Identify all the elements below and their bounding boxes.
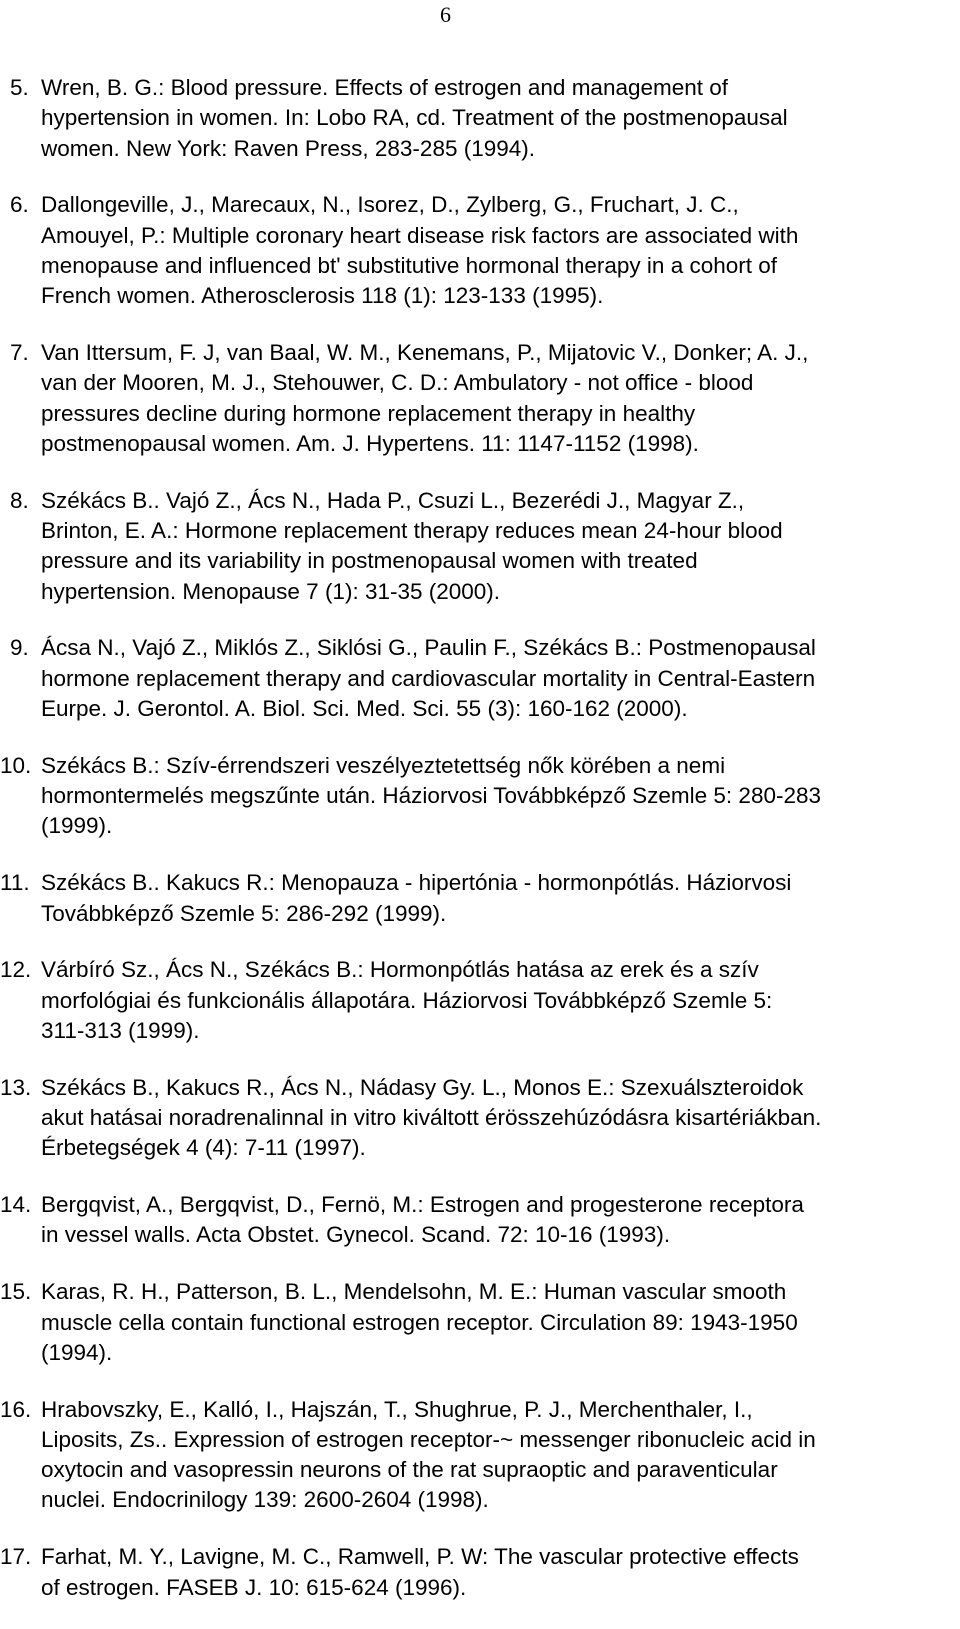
reference-line: Bergqvist, A., Bergqvist, D., Fernö, M.: Estrogen and progesterone receptora xyxy=(41,1192,804,1218)
reference-line: akut hatásai noradrenalinnal in vitro kiváltott érösszehúzódásra kisartériákban. xyxy=(41,1105,822,1131)
reference-number: 7. xyxy=(10,340,29,366)
reference-line: nuclei. Endocrinilogy 139: 2600-2604 (1998). xyxy=(41,1487,489,1513)
reference-text xyxy=(41,1395,816,1516)
reference-item xyxy=(0,1277,960,1368)
reference-item xyxy=(0,190,960,311)
reference-line: Ácsa N., Vajó Z., Miklós Z., Siklósi G., Paulin F., Székács B.: Postmenopausal xyxy=(41,635,816,661)
reference-text xyxy=(41,751,821,842)
reference-number: 5. xyxy=(10,75,29,100)
reference-item xyxy=(0,633,960,724)
reference-number: 13. xyxy=(0,1074,32,1100)
reference-number: 11. xyxy=(0,870,30,896)
reference-text xyxy=(41,1277,798,1368)
reference-number: 15. xyxy=(0,1279,32,1305)
reference-line: hormone replacement therapy and cardiovascular mortality in Central-Eastern xyxy=(41,665,816,691)
reference-line: van der Mooren, M. J., Stehouwer, C. D.: Ambulatory - not office - blood xyxy=(41,370,754,396)
reference-line: of estrogen. FASEB J. 10: 615-624 (1996). xyxy=(41,1574,467,1600)
reference-text xyxy=(41,73,788,164)
reference-line: Érbetegségek 4 (4): 7-11 (1997). xyxy=(41,1135,366,1161)
reference-line: Várbíró Sz., Ács N., Székács B.: Hormonpótlás hatása az erek és a szív xyxy=(41,957,759,983)
reference-item xyxy=(0,751,960,842)
reference-item xyxy=(0,338,960,459)
reference-line: muscle cella contain functional estrogen receptor. Circulation 89: 1943-1950 xyxy=(41,1309,798,1335)
reference-line: (1994). xyxy=(41,1339,113,1365)
reference-item xyxy=(0,868,960,929)
reference-line: morfológiai és funkcionális állapotára. Háziorvosi Továbbképző Szemle 5: xyxy=(41,987,773,1013)
reference-number: 9. xyxy=(10,635,29,661)
reference-line: Farhat, M. Y., Lavigne, M. C., Ramwell, P. W: The vascular protective effects xyxy=(41,1544,799,1570)
reference-number: 14. xyxy=(0,1192,32,1218)
reference-number: 12. xyxy=(0,957,32,983)
reference-line: Székács B.: Szív-érrendszeri veszélyeztetettség nők körében a nemi xyxy=(41,752,726,778)
reference-line: Dallongeville, J., Marecaux, N., Isorez, D., Zylberg, G., Fruchart, J. C., xyxy=(41,192,739,218)
reference-text xyxy=(41,338,808,459)
reference-line: hormontermelés megszűnte után. Háziorvosi Továbbképző Szemle 5: 280-283 xyxy=(41,783,822,809)
reference-line: hypertension. Menopause 7 (1): 31-35 (2000). xyxy=(41,578,501,604)
reference-text xyxy=(41,633,816,724)
reference-number: 6. xyxy=(10,192,29,218)
reference-line: pressures decline during hormone replacement therapy in healthy xyxy=(41,400,696,426)
reference-line: Hrabovszky, E., Kalló, I., Hajszán, T., Shughrue, P. J., Merchenthaler, I., xyxy=(41,1396,753,1422)
reference-item xyxy=(0,1073,960,1164)
reference-line: women. New York: Raven Press, 283-285 (1994). xyxy=(41,135,536,161)
reference-text xyxy=(41,190,798,311)
reference-text xyxy=(41,868,791,929)
reference-text xyxy=(41,1542,799,1603)
reference-list xyxy=(0,73,960,1629)
reference-number: 16. xyxy=(0,1396,32,1422)
reference-line: Karas, R. H., Patterson, B. L., Mendelsohn, M. E.: Human vascular smooth xyxy=(41,1279,787,1305)
reference-text xyxy=(41,955,772,1046)
reference-line: in vessel walls. Acta Obstet. Gynecol. Scand. 72: 10-16 (1993). xyxy=(41,1222,671,1248)
reference-item xyxy=(0,955,960,1046)
reference-line: Liposits, Zs.. Expression of estrogen receptor-~ messenger ribonucleic acid in xyxy=(41,1426,816,1452)
reference-line: hypertension in women. In: Lobo RA, cd. Treatment of the postmenopausal xyxy=(41,105,788,131)
reference-item xyxy=(0,73,960,164)
reference-line: Wren, B. G.: Blood pressure. Effects of estrogen and management of xyxy=(41,75,729,100)
reference-line: 311-313 (1999). xyxy=(41,1017,200,1043)
page-number: 6 xyxy=(440,2,451,27)
reference-line: postmenopausal women. Am. J. Hypertens. 11: 1147-1152 (1998). xyxy=(41,430,699,456)
reference-line: Van Ittersum, F. J, van Baal, W. M., Kenemans, P., Mijatovic V., Donker; A. J., xyxy=(41,340,809,366)
reference-line: Székács B., Kakucs R., Ács N., Nádasy Gy. L., Monos E.: Szexuálszteroidok xyxy=(41,1074,804,1100)
reference-line: French women. Atherosclerosis 118 (1): 123-133 (1995). xyxy=(41,283,604,309)
reference-line: Amouyel, P.: Multiple coronary heart disease risk factors are associated with xyxy=(41,222,799,248)
reference-item xyxy=(0,1190,960,1251)
reference-line: Továbbképző Szemle 5: 286-292 (1999). xyxy=(41,900,447,926)
reference-item xyxy=(0,1395,960,1516)
reference-number: 17. xyxy=(0,1544,32,1570)
reference-text xyxy=(41,486,783,607)
reference-line: Eurpe. J. Gerontol. A. Biol. Sci. Med. Sci. 55 (3): 160-162 (2000). xyxy=(41,696,688,722)
reference-text xyxy=(41,1073,821,1164)
reference-line: Székács B.. Kakucs R.: Menopauza - hipertónia - hormonpótlás. Háziorvosi xyxy=(41,870,792,896)
reference-line: Székács B.. Vajó Z., Ács N., Hada P., Csuzi L., Bezerédi J., Magyar Z., xyxy=(41,487,745,513)
reference-line: (1999). xyxy=(41,813,113,839)
reference-line: pressure and its variability in postmenopausal women with treated xyxy=(41,548,698,574)
reference-text xyxy=(41,1190,804,1251)
reference-line: Brinton, E. A.: Hormone replacement therapy reduces mean 24-hour blood xyxy=(41,518,783,544)
reference-number: 10. xyxy=(0,752,32,778)
reference-number: 8. xyxy=(10,487,29,513)
reference-item xyxy=(0,1542,960,1603)
reference-item xyxy=(0,486,960,607)
reference-line: menopause and influenced bt' substitutive hormonal therapy in a cohort of xyxy=(41,252,778,278)
reference-line: oxytocin and vasopressin neurons of the rat supraoptic and paraventicular xyxy=(41,1457,778,1483)
